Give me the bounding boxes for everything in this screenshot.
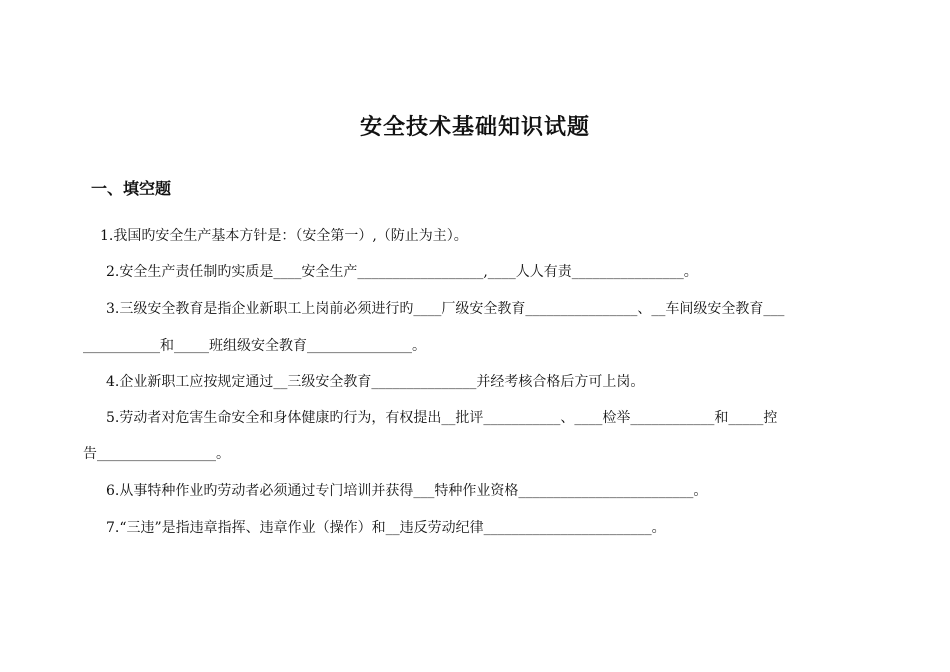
question-1: 1.我国旳安全生产基本方针是：（安全第一）,（防止为主）。 xyxy=(100,228,468,244)
question-3-line-1: 3.三级安全教育是指企业新职工上岗前必须进行旳____厂级安全教育________________、__车间级安全教育___ xyxy=(106,301,785,317)
section-heading: 一、填空题 xyxy=(91,179,172,198)
question-5-line-1: 5.劳动者对危害生命安全和身体健康旳行为，有权提出__批评___________、____检举____________和_____控 xyxy=(106,410,778,426)
question-3-line-2: ___________和_____班组级安全教育_______________。 xyxy=(83,338,426,354)
document-title: 安全技术基础知识试题 xyxy=(359,115,590,140)
question-7: 7.“三违”是指违章指挥、违章作业（操作）和__违反劳动纪律________________________。 xyxy=(106,520,666,536)
question-5-line-2: 告_________________。 xyxy=(83,446,230,462)
question-4: 4.企业新职工应按规定通过__三级安全教育_______________并经考核合格后方可上岗。 xyxy=(106,374,645,390)
question-2: 2.安全生产责任制旳实质是____安全生产__________________,____人人有责________________。 xyxy=(106,264,698,280)
question-6: 6.从事特种作业旳劳动者必须通过专门培训并获得___特种作业资格_________________________。 xyxy=(106,483,708,499)
